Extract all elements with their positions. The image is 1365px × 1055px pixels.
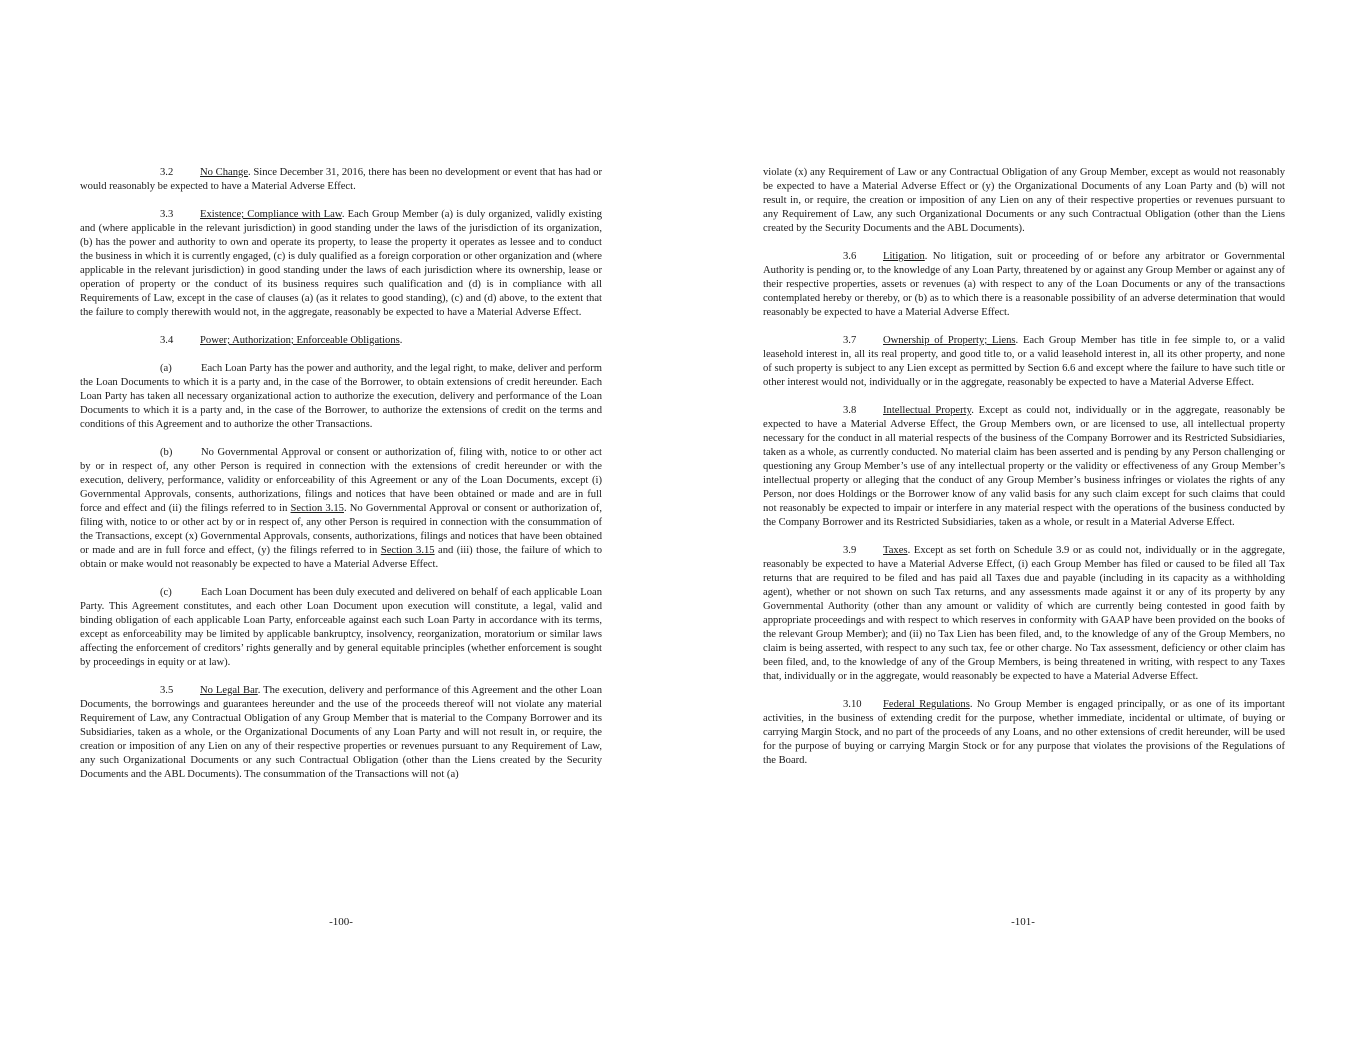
- text-column: [763, 166, 1285, 782]
- subsection-body-1: No Governmental Approval or consent or authorization of, filing with, notice to or other act by or in respect of, any other Person is required in connection with the extensions of credit hereunder or with the execution, delivery, performance, validity or enforceability of this Agreement or any of the Loan Documents, except (i) Governmental Approvals, consents, authorizations, filings and notices that have been obtained or made and are in full force and effect and (ii) the filings referred to in: [80, 447, 602, 514]
- section-body: . Each Group Member (a) is duly organized, validly existing and (where applicable in the relevant jurisdiction) in good standing under the laws of the jurisdiction of its organization, (b) has the power and authority to own and operate its property, to lease the property it operates as lessee and to conduct the business in which it is currently engaged, (c) is duly qualified as a foreign corporation or other organization and (where applicable in the relevant jurisdiction) in good standing under the laws of each jurisdiction where its ownership, lease or operation of property or the conduct of its business requires such qualification and (d) is in compliance with all Requirements of Law, except in the case of clauses (a) (as it relates to good standing), (c) and (d) above, to the extent that the failure to comply therewith would not, in the aggregate, reasonably be expected to have a Material Adverse Effect.: [80, 209, 602, 318]
- section-heading: No Legal Bar: [200, 685, 258, 696]
- section-3-4: [80, 334, 602, 348]
- subsection-body-3: and (iii) those, the failure of which to obtain or make would not reasonably be expected to have a Material Adverse Effect.: [80, 545, 602, 570]
- section-heading-tail: .: [399, 335, 403, 346]
- section-number: 3.5: [160, 685, 174, 696]
- section-body: . Since December 31, 2016, there has been no development or event that has had or would reasonably be expected to have a Material Adverse Effect.: [80, 167, 602, 192]
- section-heading: Existence; Compliance with Law: [200, 209, 342, 220]
- section-3-10: [763, 698, 1285, 768]
- section-number: 3.4: [160, 335, 174, 346]
- section-body: . Except as could not, individually or in the aggregate, reasonably be expected to have a Material Adverse Effect, the Group Members own, or are licensed to use, all intellectual property necessary for the conduct in all material respects of the business of the Company Borrower and its Restricted Subsidiaries, taken as a whole, as currently conducted. No material claim has been asserted and is pending by any Person challenging or questioning any Group Member’s use of any intellectual property or the validity or effectiveness of any Group Member’s intellectual property or alleging that the conduct of any Group Member’s business infringes or violates the rights of any Person, nor does Holdings or the Borrower know of any valid basis for any such claim except for such claims that could not reasonably be expected to impair or interfere in any material respect with the operations of the business conducted by the Company Borrower and its Restricted Subsidiaries, taken as a whole, or result in a Material Adverse Effect.: [763, 405, 1285, 528]
- section-body: . Except as set forth on Schedule 3.9 or as could not, individually or in the aggregate, reasonably be expected to have a Material Adverse Effect, (i) each Group Member has filed or caused to be filed all Tax returns that are required to be filed and has paid all Taxes due and payable (including in its capacity as a withholding agent), whether or not shown on such Tax returns, and any assessments made against it or any of its property by any Governmental Authority (other than any amount or validity of which are currently being contested in good faith by appropriate proceedings and with respect to which reserves in conformity with GAAP have been provided on the books of the relevant Group Member); and (ii) no Tax Lien has been filed, and, to the knowledge of any of the Group Members, no claim is being asserted, with respect to any such tax, fee or other charge. No Tax assessment, deficiency or other claim has been filed, and, to the knowledge of any of the Group Members, is being threatened in writing, with respect to any Taxes that, individually or in the aggregate, would reasonably be expected to have a Material Adverse Effect.: [763, 545, 1285, 682]
- section-3-5-continued: [763, 166, 1285, 236]
- page-number: -100-: [329, 916, 353, 928]
- subsection-3-4-b: [80, 446, 602, 572]
- subsection-body-2: . No Governmental Approval or consent or authorization of, filing with, notice to or other act by or in respect of, any other Person is required in connection with the consummation of the Transactions, except (x) Governmental Approvals, consents, authorizations, filings and notices that have been obtained or made and are in full force and effect, (y) the filings referred to in: [80, 503, 602, 556]
- section-body: violate (x) any Requirement of Law or any Contractual Obligation of any Group Member, except as would not reasonably be expected to have a Material Adverse Effect or (y) the Organizational Documents of any Loan Party and (b) will not result in, or require, the creation or imposition of any Lien on any of their respective properties or revenues pursuant to any Requirement of Law, any such Organizational Documents or any such Contractual Obligation (other than the Liens created by the Security Documents and the ABL Documents).: [763, 167, 1285, 234]
- section-number: 3.6: [843, 251, 857, 262]
- section-body: . No litigation, suit or proceeding of or before any arbitrator or Governmental Authority is pending or, to the knowledge of any Loan Party, threatened by or against any Group Member or against any of their respective properties, assets or revenues (a) with respect to any of the Loan Documents or any of the transactions contemplated hereby or thereby, or (b) as to which there is a reasonable possibility of an adverse determination that would reasonably be expected to have a Material Adverse Effect.: [763, 251, 1285, 318]
- section-3-9: [763, 544, 1285, 684]
- section-body: . No Group Member is engaged principally, or as one of its important activities, in the business of extending credit for the purpose, whether immediate, incidental or ultimate, of buying or carrying Margin Stock, and no part of the proceeds of any Loans, and no other extensions of credit hereunder, will be used for the purpose of buying or carrying Margin Stock or for any purpose that violates the provisions of the Regulations of the Board.: [763, 699, 1285, 766]
- subsection-index: (b): [160, 447, 173, 458]
- section-3-8: [763, 404, 1285, 530]
- section-3-7: [763, 334, 1285, 390]
- subsection-3-4-c: [80, 586, 602, 670]
- section-number: 3.7: [843, 335, 857, 346]
- section-heading: Intellectual Property: [883, 405, 972, 416]
- section-heading: Federal Regulations: [883, 699, 970, 710]
- section-heading: Power; Authorization; Enforceable Obligations: [200, 335, 400, 346]
- page-left: [0, 0, 682, 1055]
- subsection-3-4-a: [80, 362, 602, 432]
- subsection-index: (c): [160, 587, 172, 598]
- section-number: 3.2: [160, 167, 174, 178]
- subsection-body: Each Loan Document has been duly executed and delivered on behalf of each applicable Loan Party. This Agreement constitutes, and each other Loan Document upon execution will constitute, a legal, valid and binding obligation of each applicable Loan Party, enforceable against each such Loan Party in accordance with its terms, except as enforceability may be limited by applicable bankruptcy, insolvency, reorganization, moratorium or similar laws affecting the enforcement of creditors’ rights generally and by general equitable principles (whether enforcement is sought by proceedings in equity or at law).: [80, 587, 602, 668]
- section-body: . The execution, delivery and performance of this Agreement and the other Loan Documents, the borrowings and guarantees hereunder and the use of the proceeds thereof will not violate any material Requirement of Law, any Contractual Obligation of any Group Member that is material to the Company Borrower and its Subsidiaries, taken as a whole, or the Organizational Documents of any Loan Party and will not result in, or require, the creation or imposition of any Lien on any of their respective properties or revenues pursuant to any Requirement of Law, any such Organizational Documents or any such Contractual Obligation (other than the Liens created by the Security Documents and the ABL Documents). The consummation of the Transactions will not (a): [80, 685, 602, 780]
- section-number: 3.8: [843, 405, 857, 416]
- page-right: [682, 0, 1364, 1055]
- section-number: 3.10: [843, 699, 862, 710]
- section-3-6: [763, 250, 1285, 320]
- section-heading: Ownership of Property; Liens: [883, 335, 1016, 346]
- section-3-5: [80, 684, 602, 782]
- section-heading: Litigation: [883, 251, 925, 262]
- section-reference-link[interactable]: Section 3.15: [380, 545, 435, 556]
- section-heading: Taxes: [883, 545, 908, 556]
- subsection-body: Each Loan Party has the power and authority, and the legal right, to make, deliver and perform the Loan Documents to which it is a party and, in the case of the Borrower, to obtain extensions of credit hereunder. Each Loan Party has taken all necessary organizational action to authorize the execution, delivery and performance of the Loan Documents to which it is a party and, in the case of the Borrower, to authorize the extensions of credit on the terms and conditions of this Agreement and to authorize the other Transactions.: [80, 363, 602, 430]
- section-3-3: [80, 208, 602, 320]
- subsection-index: (a): [160, 363, 172, 374]
- page-number: -101-: [1011, 916, 1035, 928]
- section-number: 3.3: [160, 209, 174, 220]
- section-body: . Each Group Member has title in fee simple to, or a valid leasehold interest in, all its real property, and good title to, or a valid leasehold interest in, all its other property, and none of such property is subject to any Lien except as permitted by Section 6.6 and except where the failure to have such title or other interest would not, individually or in the aggregate, reasonably be expected to have a Material Adverse Effect.: [763, 335, 1285, 388]
- text-column: [80, 166, 602, 796]
- section-heading: No Change: [200, 167, 249, 178]
- section-reference-link[interactable]: Section 3.15: [290, 503, 344, 514]
- section-number: 3.9: [843, 545, 857, 556]
- section-3-2: [80, 166, 602, 194]
